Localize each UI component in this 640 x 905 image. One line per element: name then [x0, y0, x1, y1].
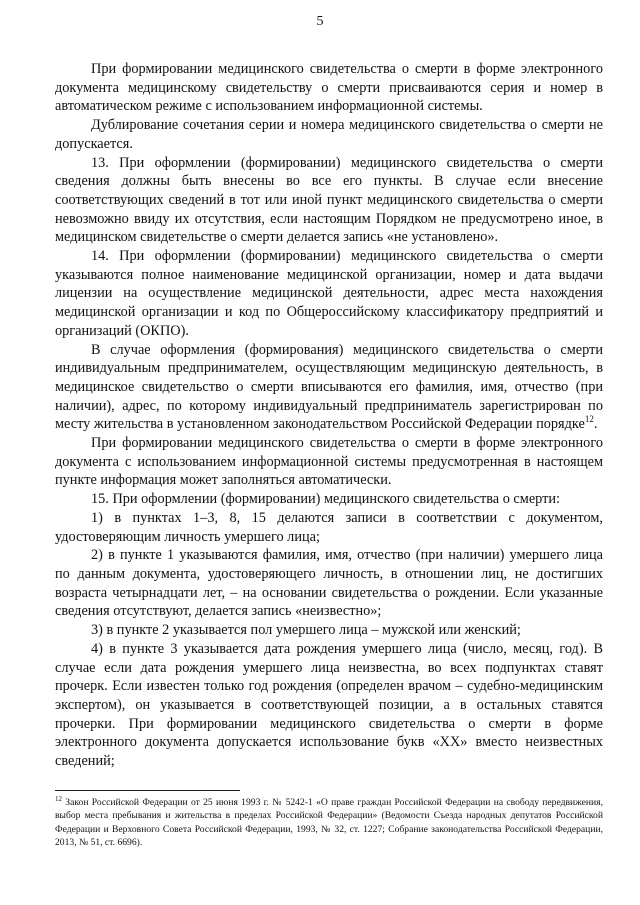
paragraph: При формировании медицинского свидетельства о смерти в форме электронного документа медицинскому свидетельству о смерти присваиваются серия и номер в автоматическом режиме с использованием информационной системы.	[55, 61, 603, 115]
paragraph-end: .	[593, 416, 598, 433]
list-item: 4) в пункте 3 указывается дата рождения умершего лица (число, месяц, год). В случае если дата рождения умершего лица неизвестна, во всех подпунктах ставят прочерк. Если известен только год рождения (определен врачом – судебно-медицинским экспертом), он указывается в соответствующей позиции, а в остальных ставятся прочерки. При формировании медицинского свидетельства о смерти в форме электронного документа допускается использование букв «XX» вместо неизвестных сведений;	[55, 640, 603, 770]
footnote-mark: 12	[55, 794, 62, 803]
list-item: 2) в пункте 1 указываются фамилия, имя, отчество (при наличии) умершего лица по данным документа, удостоверяющего личность, в отношении лиц, не достигших возраста четырнадцати лет, – на основании свидетельства о рождении. Если указанные сведения отсутствуют, делается запись «неизвестно»;	[55, 547, 603, 620]
paragraph: Дублирование сочетания серии и номера медицинского свидетельства о смерти не допускается.	[55, 117, 603, 152]
footnote-text: Закон Российской Федерации от 25 июня 1993 г. № 5242-1 «О праве граждан Российской Федерации на свободу передвижения, выбор места пребывания и жительства в пределах Российской Федерации» (Ведомости Съезда народных депутатов Российской Федерации и Верховного Совета Российской Федерации, 1993, № 32, ст. 1227; Собрание законодательства Российской Федерации, 2013, № 51, ст. 6696).	[55, 797, 603, 849]
page-number: 5	[316, 14, 324, 29]
paragraph-text: В случае оформления (формирования) медицинского свидетельства о смерти индивидуальным предпринимателем, осуществляющим медицинскую деятельность, в медицинское свидетельство о смерти вписываются его фамилия, имя, отчество (при наличии), адрес, по которому индивидуальный предприниматель зарегистрирован по месту жительства в установленном законодательством Российской Федерации порядке	[55, 341, 603, 433]
footnote	[55, 796, 603, 850]
paragraph: 15. При оформлении (формировании) медицинского свидетельства о смерти:	[91, 491, 560, 508]
paragraph: 14. При оформлении (формировании) медицинского свидетельства о смерти указываются полное наименование медицинской организации, номер и дата выдачи лицензии на осуществление медицинской деятельности, адрес места нахождения медицинской организации и код по Общероссийскому классификатору предприятий и организаций (ОКПО).	[55, 248, 603, 339]
footnote-divider	[55, 790, 240, 791]
paragraph: При формировании медицинского свидетельства о смерти в форме электронного документа с использованием информационной системы предусмотренная в настоящем пункте информация может заполняться автоматически.	[55, 435, 603, 489]
list-item: 3) в пункте 2 указывается пол умершего лица – мужской или женский;	[91, 622, 521, 639]
footnote-reference[interactable]: 12	[584, 414, 594, 425]
paragraph: 13. При оформлении (формировании) медицинского свидетельства о смерти сведения должны быть внесены во все его пункты. В случае если внесение соответствующих сведений в тот или иной пункт медицинского свидетельства о смерти невозможно ввиду их отсутствия, если настоящим Порядком не предусмотрено иное, в медицинском свидетельстве о смерти делается запись «не установлено».	[55, 154, 603, 246]
paragraph-with-footnote	[55, 341, 603, 435]
list-item: 1) в пунктах 1–3, 8, 15 делаются записи в соответствии с документом, удостоверяющим личность умершего лица;	[55, 509, 603, 545]
document-body	[55, 60, 603, 771]
